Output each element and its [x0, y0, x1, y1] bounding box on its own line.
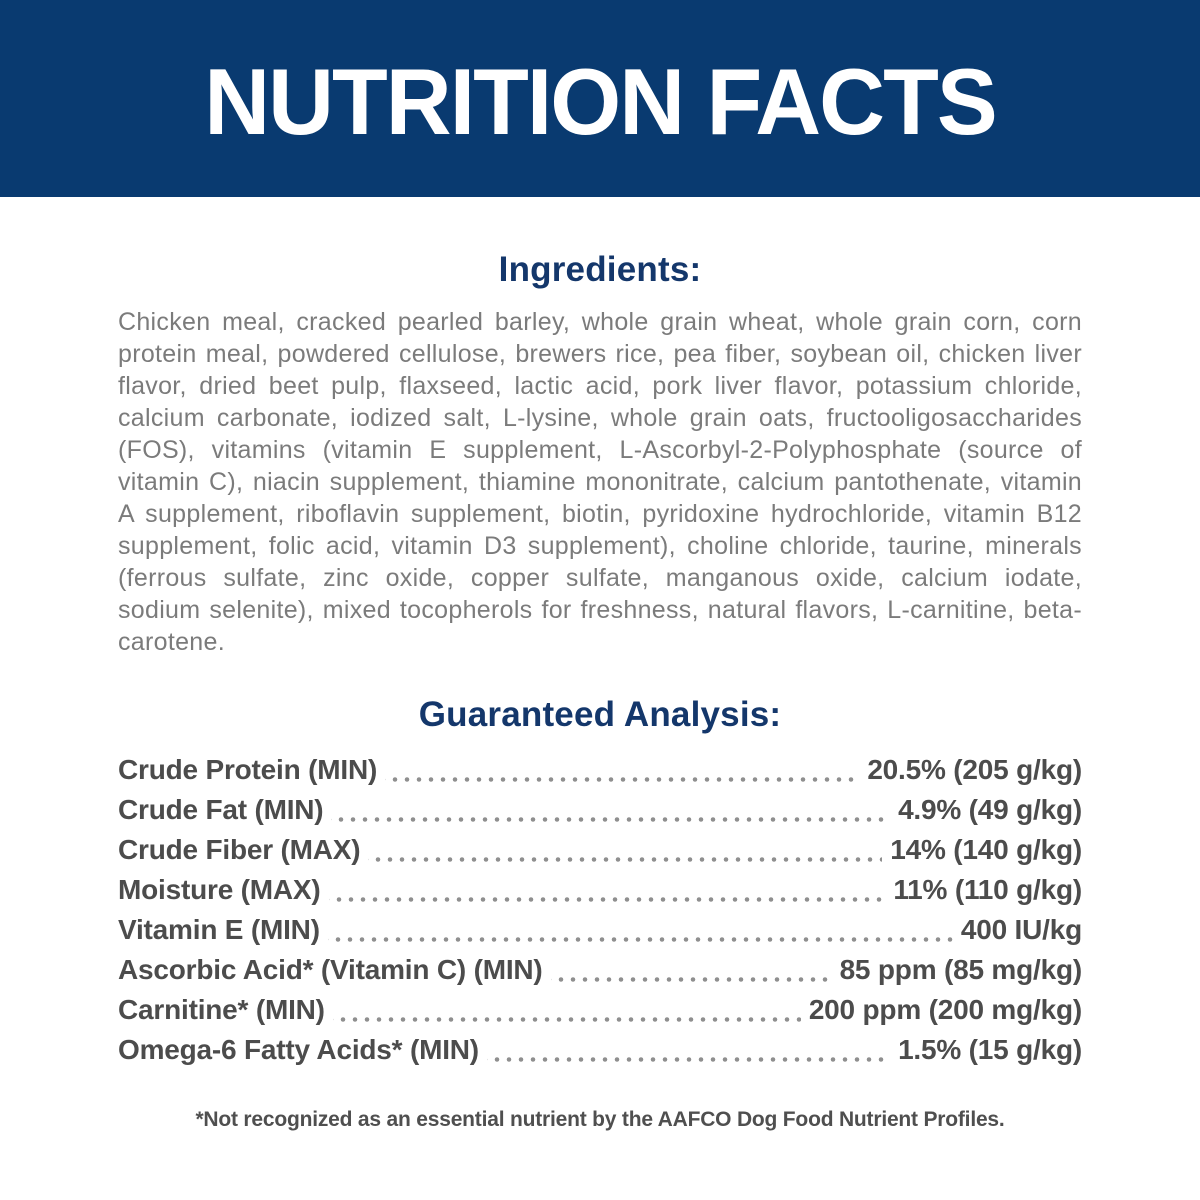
nutrient-value: 85 ppm (85 mg/kg) [839, 954, 1082, 985]
table-row [118, 1030, 1082, 1070]
nutrient-label: Omega-6 Fatty Acids* (MIN) [118, 1034, 479, 1065]
table-row [118, 870, 1082, 910]
table-row [118, 750, 1082, 790]
nutrient-value: 11% (110 g/kg) [893, 874, 1082, 905]
nutrient-label: Crude Protein (MIN) [118, 754, 378, 785]
nutrient-label: Carnitine* (MIN) [118, 994, 325, 1025]
dot-leader [328, 937, 953, 942]
table-row [118, 910, 1082, 950]
dot-leader [368, 857, 882, 862]
footnote: *Not recognized as an essential nutrient by the AAFCO Dog Food Nutrient Profiles. [195, 1108, 1005, 1131]
nutrient-value: 14% (140 g/kg) [890, 834, 1082, 865]
dot-leader [331, 817, 890, 822]
dot-leader [551, 977, 832, 982]
ingredients-text: Chicken meal, cracked pearled barley, whole grain wheat, whole grain corn, corn protein meal, powdered cellulose, brewers rice, pea fiber, soybean oil, chicken liver flavor, dried beet pulp, flaxseed, lactic acid, pork liver flavor, potassium chloride, calcium carbonate, iodized salt, L-lysine, whole grain oats, fructooligosaccharides (FOS), vitamins (vitamin E supplement, L-Ascorbyl-2-Polyphosphate (source of vitamin C), niacin supplement, thiamine mononitrate, calcium pantothenate, vitamin A supplement, riboflavin supplement, biotin, pyridoxine hydrochloride, vitamin B12 supplement, folic acid, vitamin D3 supplement), choline chloride, taurine, minerals (ferrous sulfate, zinc oxide, copper sulfate, manganous oxide, calcium iodate, sodium selenite), mixed tocopherols for freshness, natural flavors, L-carnitine, beta-carotene. [118, 308, 1082, 656]
table-row [118, 950, 1082, 990]
table-row [118, 830, 1082, 870]
dot-leader [487, 1057, 890, 1062]
nutrient-label: Crude Fat (MIN) [118, 794, 324, 825]
dot-leader [329, 897, 886, 902]
guaranteed-analysis-table [118, 750, 1082, 1070]
nutrient-value: 20.5% (205 g/kg) [867, 754, 1082, 785]
nutrient-label: Ascorbic Acid* (Vitamin C) (MIN) [118, 954, 543, 985]
nutrient-value: 200 ppm (200 mg/kg) [808, 994, 1082, 1025]
label-content [0, 249, 1200, 1132]
header-banner [0, 0, 1200, 197]
dot-leader [385, 777, 859, 782]
dot-leader [333, 1017, 801, 1022]
nutrient-label: Crude Fiber (MAX) [118, 834, 361, 865]
ingredients-heading: Ingredients: [498, 250, 702, 289]
table-row [118, 790, 1082, 830]
nutrient-label: Vitamin E (MIN) [118, 914, 320, 945]
nutrient-value: 1.5% (15 g/kg) [898, 1034, 1082, 1065]
page-title: NUTRITION FACTS [204, 48, 996, 154]
table-row [118, 990, 1082, 1030]
nutrient-value: 4.9% (49 g/kg) [898, 794, 1082, 825]
nutrient-value: 400 IU/kg [960, 914, 1082, 945]
guaranteed-analysis-heading: Guaranteed Analysis: [418, 695, 782, 734]
nutrient-label: Moisture (MAX) [118, 874, 321, 905]
